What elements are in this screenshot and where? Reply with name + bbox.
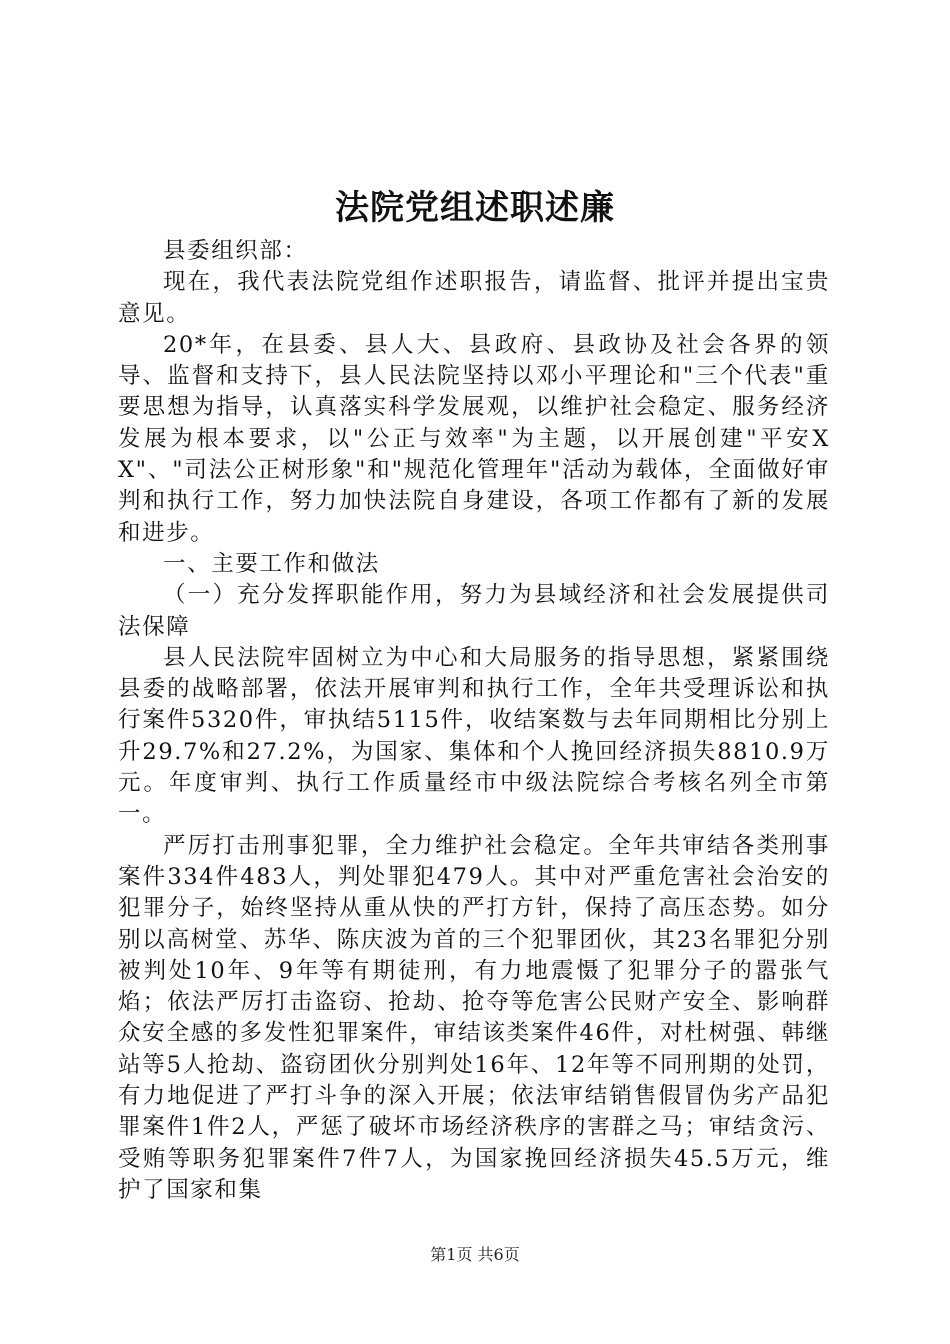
document-title: 法院党组述职述廉 xyxy=(335,188,615,228)
paragraph-overview: 20*年，在县委、县人大、县政府、县政协及社会各界的领导、监督和支持下，县人民法院坚持以邓小平理论和"三个代表"重要思想为指导，认真落实科学发展观，以维护社会稳定、服务经济发展为根本要求，以"公正与效率"为主题，以开展创建"平安XX"、"司法公正树形象"和"规范化管理年"活动为载体，全面做好审判和执行工作，努力加快法院自身建设，各项工作都有了新的发展和进步。 xyxy=(118,331,830,546)
section-heading: 一、主要工作和做法 xyxy=(163,550,380,577)
paragraph-intro: 现在，我代表法院党组作述职报告，请监督、批评并提出宝贵意见。 xyxy=(118,269,830,327)
paragraph-criminal-cases: 严厉打击刑事犯罪，全力维护社会稳定。全年共审结各类刑事案件334件483人，判处罪犯479人。其中对严重危害社会治安的犯罪分子，始终坚持从重从快的严打方针，保持了高压态势。如分别以高树堂、苏华、陈庆波为首的三个犯罪团伙，其23名罪犯分别被判处10年、9年等有期徒刑，有力地震慑了犯罪分子的嚣张气焰；依法严厉打击盗窃、抢劫、抢夺等危害公民财产安全、影响群众安全感的多发性犯罪案件，审结该类案件46件，对杜树强、韩继站等5人抢劫、盗窃团伙分别判处16年、12年等不同刑期的处罚，有力地促进了严打斗争的深入开展；依法审结销售假冒伪劣产品犯罪案件1件2人，严惩了破坏市场经济秩序的害群之马；审结贪污、受贿等职务犯罪案件7件7人，为国家挽回经济损失45.5万元，维护了国家和集 xyxy=(118,832,830,1203)
subsection-heading: （一）充分发挥职能作用，努力为县域经济和社会发展提供司法保障 xyxy=(118,582,830,640)
document-body xyxy=(118,236,830,1206)
paragraph-case-statistics: 县人民法院牢固树立为中心和大局服务的指导思想，紧紧围绕县委的战略部署，依法开展审判和执行工作，全年共受理诉讼和执行案件5320件，审执结5115件，收结案数与去年同期相比分别上升29.7%和27.2%，为国家、集体和个人挽回经济损失8810.9万元。年度审判、执行工作质量经市中级法院综合考核名列全市第一。 xyxy=(118,644,830,828)
page-number: 第1页 共6页 xyxy=(430,1245,520,1264)
salutation: 县委组织部： xyxy=(163,238,308,264)
